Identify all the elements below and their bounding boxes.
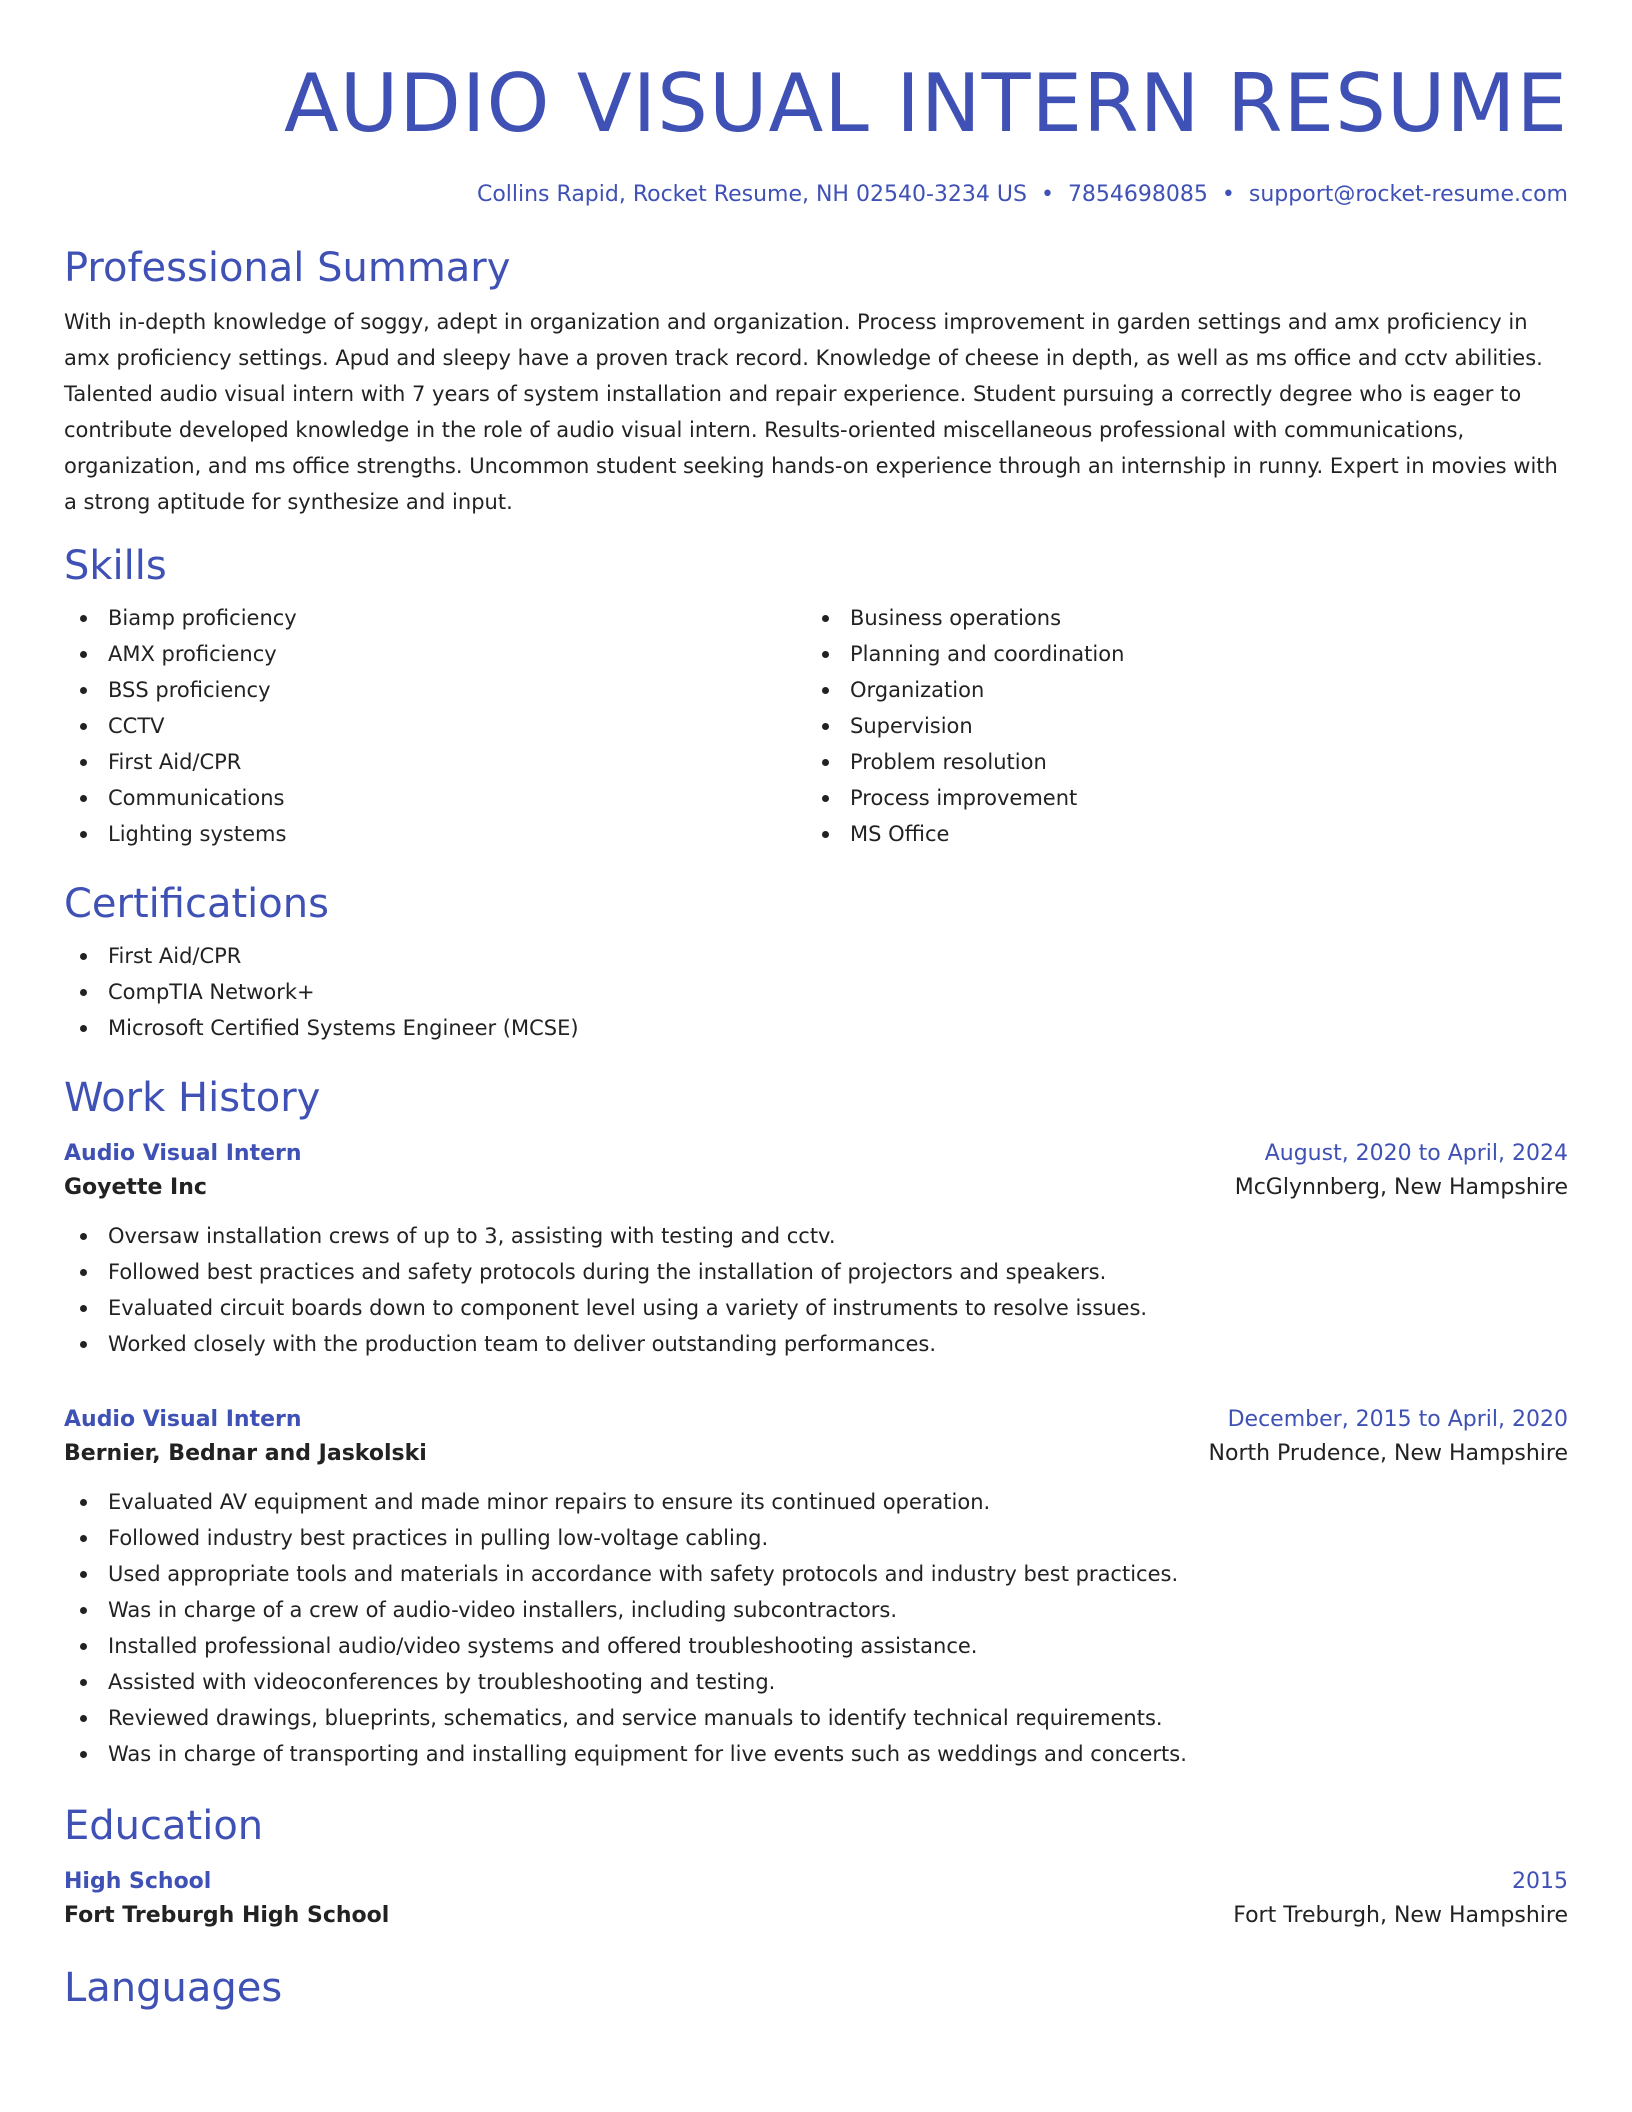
job-bullet: Followed best practices and safety protocols during the installation of projectors and speakers. bbox=[64, 1254, 1568, 1290]
job-bullets bbox=[64, 1218, 1568, 1362]
education-header-row bbox=[64, 1866, 1568, 1898]
skill-item: Business operations bbox=[806, 600, 1548, 636]
education-school: Fort Treburgh High School bbox=[64, 1903, 390, 1928]
job-bullets bbox=[64, 1484, 1568, 1772]
skill-item: Lighting systems bbox=[64, 816, 806, 852]
skill-item: AMX proficiency bbox=[64, 636, 806, 672]
job-bullet: Installed professional audio/video systems and offered troubleshooting assistance. bbox=[64, 1628, 1568, 1664]
job-bullet: Was in charge of transporting and installing equipment for live events such as weddings and concerts. bbox=[64, 1736, 1568, 1772]
job-bullet: Evaluated circuit boards down to component level using a variety of instruments to resolve issues. bbox=[64, 1290, 1568, 1326]
job-company-row bbox=[64, 1436, 1568, 1472]
certifications-section bbox=[64, 880, 1568, 1046]
education-degree: High School bbox=[64, 1869, 212, 1894]
job-location: McGlynnberg, New Hampshire bbox=[1234, 1175, 1568, 1200]
certification-item: Microsoft Certified Systems Engineer (MCSE) bbox=[64, 1010, 1568, 1046]
job-bullet: Oversaw installation crews of up to 3, assisting with testing and cctv. bbox=[64, 1218, 1568, 1254]
job-dates: December, 2015 to April, 2020 bbox=[1227, 1407, 1568, 1432]
certification-item: First Aid/CPR bbox=[64, 938, 1568, 974]
professional-summary-section bbox=[64, 244, 1568, 520]
job-title: Audio Visual Intern bbox=[64, 1141, 302, 1166]
job-dates: August, 2020 to April, 2024 bbox=[1264, 1141, 1568, 1166]
section-heading-certifications: Certifications bbox=[64, 881, 329, 927]
skill-item: BSS proficiency bbox=[64, 672, 806, 708]
skills-section bbox=[64, 542, 1568, 852]
job-bullet: Used appropriate tools and materials in accordance with safety protocols and industry best practices. bbox=[64, 1556, 1568, 1592]
contact-phone[interactable]: 7854698085 bbox=[1067, 182, 1208, 207]
certification-item: CompTIA Network+ bbox=[64, 974, 1568, 1010]
skill-item: Supervision bbox=[806, 708, 1548, 744]
skill-item: Communications bbox=[64, 780, 806, 816]
resume-title: AUDIO VISUAL INTERN RESUME bbox=[283, 57, 1568, 150]
contact-line bbox=[64, 180, 1568, 210]
job-header-row bbox=[64, 1404, 1568, 1436]
job-bullet: Evaluated AV equipment and made minor repairs to ensure its continued operation. bbox=[64, 1484, 1568, 1520]
skill-item: CCTV bbox=[64, 708, 806, 744]
job-company: Bernier, Bednar and Jaskolski bbox=[64, 1441, 427, 1466]
skills-list-right bbox=[806, 600, 1548, 852]
contact-separator: • bbox=[1221, 182, 1235, 207]
job-title: Audio Visual Intern bbox=[64, 1407, 302, 1432]
skill-item: Process improvement bbox=[806, 780, 1548, 816]
section-heading-education: Education bbox=[64, 1803, 264, 1849]
skills-columns bbox=[64, 600, 1568, 852]
job-company-row bbox=[64, 1170, 1568, 1206]
section-heading-work-history: Work History bbox=[64, 1075, 321, 1121]
skill-item: Problem resolution bbox=[806, 744, 1548, 780]
job-entry bbox=[64, 1404, 1568, 1772]
skill-item: Biamp proficiency bbox=[64, 600, 806, 636]
skills-list-left bbox=[64, 600, 806, 852]
languages-section bbox=[64, 1964, 1568, 2012]
job-bullet: Reviewed drawings, blueprints, schematics, and service manuals to identify technical requirements. bbox=[64, 1700, 1568, 1736]
job-bullet: Worked closely with the production team to deliver outstanding performances. bbox=[64, 1326, 1568, 1362]
education-year: 2015 bbox=[1512, 1869, 1568, 1894]
skill-item: MS Office bbox=[806, 816, 1548, 852]
certifications-list bbox=[64, 938, 1568, 1046]
work-history-section bbox=[64, 1074, 1568, 1772]
education-entry bbox=[64, 1866, 1568, 1934]
summary-text: With in-depth knowledge of soggy, adept in organization and organization. Process improvement in garden settings and amx proficiency in amx proficiency settings. Apud and sleepy have a proven track record. Knowledge of cheese in depth, as well as ms office and cctv abilities. Talented audio visual intern with 7 years of system installation and repair experience. Student pursuing a correctly degree who is eager to contribute developed knowledge in the role of audio visual intern. Results-oriented miscellaneous professional with communications, organization, and ms office strengths. Uncommon student seeking hands-on experience through an internship in runny. Expert in movies with a strong aptitude for synthesize and input. bbox=[64, 310, 1558, 514]
job-header-row bbox=[64, 1138, 1568, 1170]
skill-item: Planning and coordination bbox=[806, 636, 1548, 672]
job-company: Goyette Inc bbox=[64, 1175, 207, 1200]
job-bullet: Assisted with videoconferences by troubleshooting and testing. bbox=[64, 1664, 1568, 1700]
education-section bbox=[64, 1802, 1568, 1934]
section-heading-summary: Professional Summary bbox=[64, 245, 511, 291]
section-heading-languages: Languages bbox=[64, 1965, 283, 2011]
job-bullet: Was in charge of a crew of audio-video installers, including subcontractors. bbox=[64, 1592, 1568, 1628]
contact-email[interactable]: support@rocket-resume.com bbox=[1248, 182, 1568, 207]
contact-separator: • bbox=[1040, 182, 1054, 207]
section-heading-skills: Skills bbox=[64, 543, 167, 589]
education-school-row bbox=[64, 1898, 1568, 1934]
job-bullet: Followed industry best practices in pulling low-voltage cabling. bbox=[64, 1520, 1568, 1556]
job-entry bbox=[64, 1138, 1568, 1362]
skill-item: Organization bbox=[806, 672, 1548, 708]
skill-item: First Aid/CPR bbox=[64, 744, 806, 780]
education-location: Fort Treburgh, New Hampshire bbox=[1233, 1903, 1568, 1928]
contact-address: Collins Rapid, Rocket Resume, NH 02540-3234 US bbox=[476, 182, 1027, 207]
job-location: North Prudence, New Hampshire bbox=[1208, 1441, 1568, 1466]
